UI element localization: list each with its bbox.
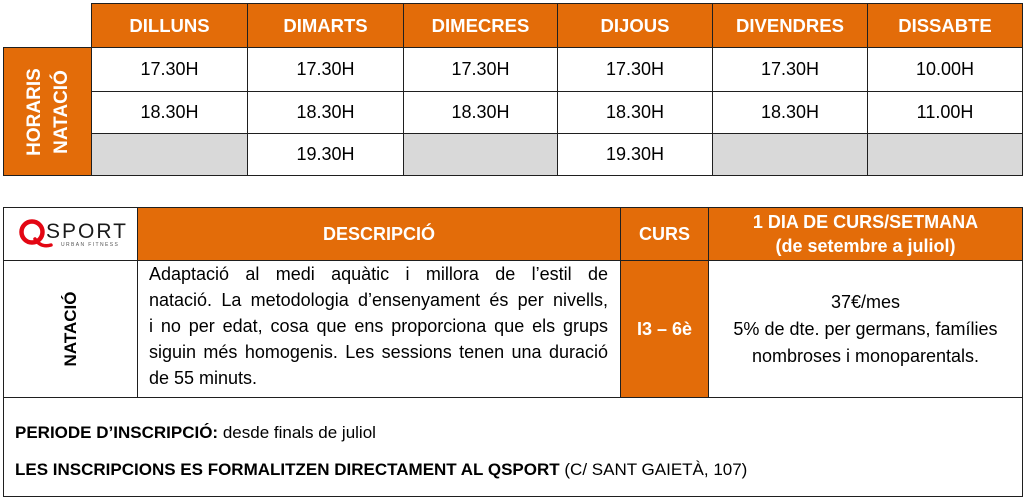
day-header-dimarts: DIMARTS	[248, 4, 404, 48]
time-slot	[92, 134, 248, 176]
enrolment-row	[4, 398, 1023, 497]
logo-wordmark: SPORT	[46, 220, 128, 243]
activity-cell	[4, 261, 138, 398]
price-header-season: (de setembre a juliol)	[775, 236, 956, 256]
time-slot: 10.00H	[868, 48, 1023, 92]
schedule-side-label	[4, 48, 92, 176]
enrolment-location-label: LES INSCRIPCIONS ES FORMALITZEN DIRECTAMENT AL QSPORT	[15, 460, 560, 479]
time-slot	[868, 134, 1023, 176]
time-slot: 17.30H	[92, 48, 248, 92]
schedule-row	[4, 134, 1023, 176]
time-slot: 19.30H	[558, 134, 713, 176]
enrolment-address: (C/ SANT GAIETÀ, 107)	[564, 460, 748, 479]
schedule-row	[4, 92, 1023, 134]
q-ring-icon	[22, 222, 43, 243]
price-monthly: 37€/mes	[830, 291, 901, 312]
course-row	[4, 261, 1023, 398]
enrolment-info	[4, 398, 1023, 497]
price-header	[709, 208, 1023, 261]
course-info-table	[3, 207, 1023, 497]
enrolment-period-value: desde finals de juliol	[222, 423, 376, 442]
enrolment-period-label: PERIODE D’INSCRIPCIÓ:	[15, 423, 219, 442]
description-line: i no per edat, cosa que ens proporciona que els grups	[149, 316, 608, 336]
qsport-logo-graphic	[4, 208, 136, 260]
time-slot: 18.30H	[713, 92, 868, 134]
time-slot: 11.00H	[868, 92, 1023, 134]
qsport-logo	[4, 208, 138, 261]
logo-tagline: URBAN FITNESS	[61, 242, 120, 248]
price-header-frequency: 1 DIA DE CURS/SETMANA	[752, 212, 979, 232]
day-header-divendres: DIVENDRES	[713, 4, 868, 48]
side-label-line-2: NATACIÓ	[50, 69, 72, 154]
swimming-schedule-table	[3, 3, 1023, 176]
time-slot: 18.30H	[92, 92, 248, 134]
course-header-row	[4, 208, 1023, 261]
description-line: de 55 minuts.	[149, 368, 258, 388]
enrolment-location	[15, 458, 1011, 482]
description-cell	[138, 261, 621, 398]
activity-label: NATACIÓ	[60, 291, 80, 367]
time-slot: 18.30H	[404, 92, 558, 134]
grades-cell: I3 – 6è	[621, 261, 709, 398]
time-slot: 17.30H	[248, 48, 404, 92]
day-header-dilluns: DILLUNS	[92, 4, 248, 48]
schedule-header-row	[4, 4, 1023, 48]
time-slot: 18.30H	[558, 92, 713, 134]
price-cell	[709, 261, 1023, 398]
description-header: DESCRIPCIÓ	[138, 208, 621, 261]
time-slot	[713, 134, 868, 176]
description-line: Adaptació al medi aquàtic i millora de l’estil de	[149, 264, 608, 284]
side-label-line-1: HORARIS	[23, 67, 45, 156]
description-line: natació. La metodologia d’ensenyament és per nivells,	[149, 290, 608, 310]
day-header-dimecres: DIMECRES	[404, 4, 558, 48]
time-slot: 18.30H	[248, 92, 404, 134]
schedule-row	[4, 48, 1023, 92]
corner-blank	[4, 4, 92, 48]
day-header-dissabte: DISSABTE	[868, 4, 1023, 48]
description-line: siguin més homogenis. Les sessions tenen una duració	[149, 342, 608, 362]
price-discount-cont: nombroses i monoparentals.	[751, 345, 980, 366]
side-label-text	[21, 68, 75, 156]
time-slot: 17.30H	[713, 48, 868, 92]
time-slot: 17.30H	[404, 48, 558, 92]
time-slot	[404, 134, 558, 176]
course-header: CURS	[621, 208, 709, 261]
time-slot: 19.30H	[248, 134, 404, 176]
day-header-dijous: DIJOUS	[558, 4, 713, 48]
price-discount: 5% de dte. per germans, famílies	[733, 318, 998, 339]
time-slot: 17.30H	[558, 48, 713, 92]
enrolment-period	[15, 421, 1011, 445]
